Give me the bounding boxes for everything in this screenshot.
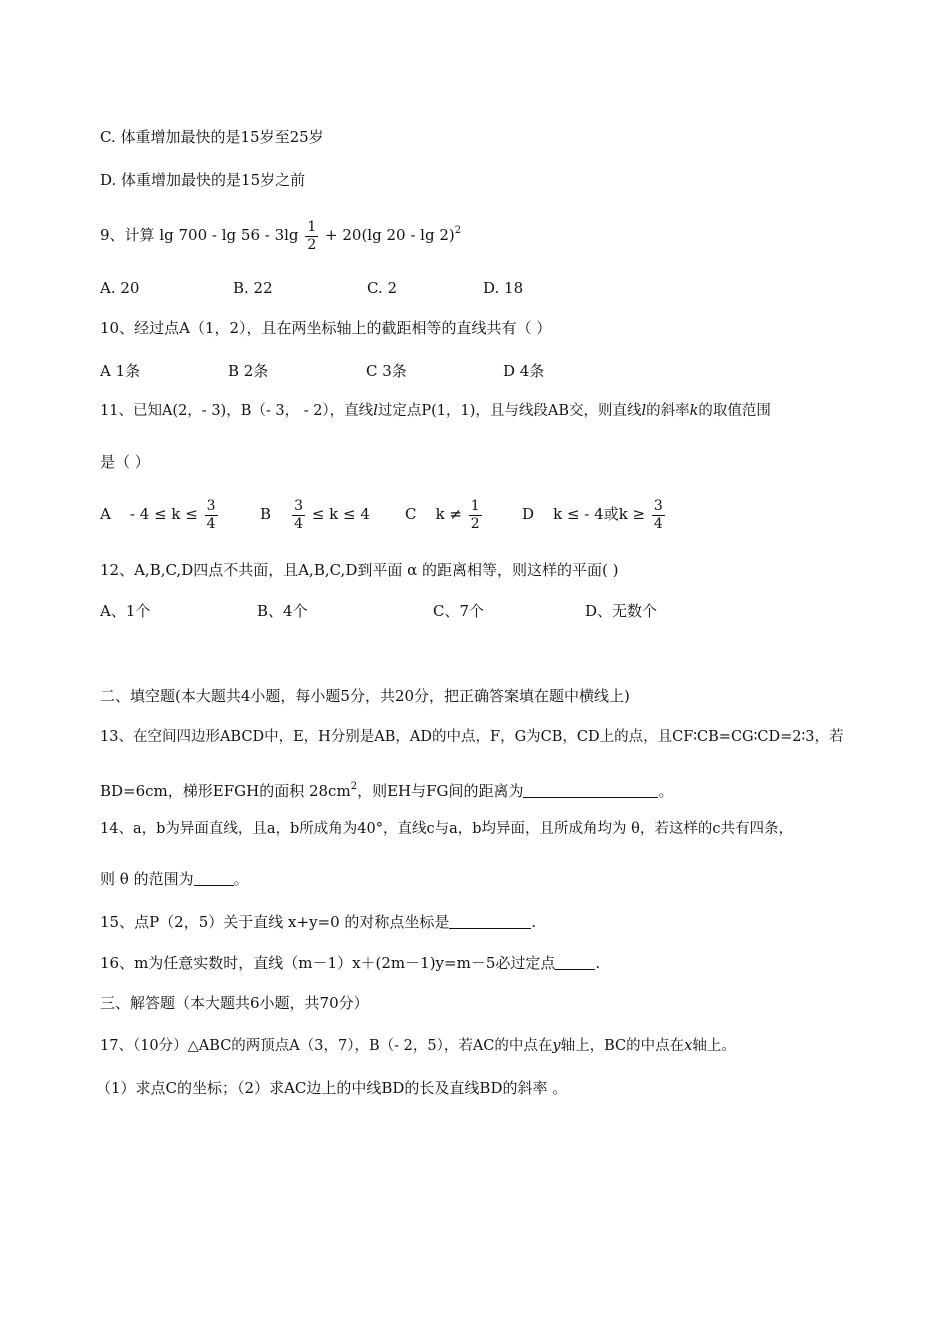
q17-line2: （1）求点C的坐标；（2）求AC边上的中线BD的长及直线BD的斜率 。 [96,1079,568,1097]
q8-option-c: C. 体重增加最快的是15岁至25岁 [100,128,324,146]
q13-line2 [100,777,674,801]
q13-question-text: ，则EH与FG间的距离为 [357,782,524,800]
q10-option-b: B 2条 [228,362,269,380]
q17-stem-part-b: 轴上，BC的中点在 [560,1038,685,1054]
q15-line [100,912,536,932]
q11-option-a-label: A [100,505,111,523]
q17-line1 [100,1036,736,1056]
q11-option-a-num: 3 [206,497,216,514]
q11-option-c-expr: k ≠ [435,505,462,523]
q11-option-c-den: 2 [470,515,480,532]
q8-option-d: D. 体重增加最快的是15岁之前 [100,171,306,189]
q11-line-l-2: l [641,403,647,419]
q11-option-b-label: B [260,505,272,523]
q16-end-punct: . [595,954,601,972]
q11-option-c [405,494,484,534]
q11-option-b-den: 4 [294,515,304,532]
q16-line [100,953,600,973]
q14-end-punct: 。 [233,870,249,888]
q15-answer-blank[interactable] [449,913,531,929]
q9-exponent: 2 [454,225,462,236]
q13-area-unit-exponent: 2 [350,781,358,792]
q14-line2 [100,869,249,889]
q11-stem-part-a: 11、已知A(2，- 3)，B（- 3， - 2），直线 [100,403,374,419]
q11-option-b-num: 3 [294,497,304,514]
q14-line1: 14、a，b为异面直线，且a，b所成角为40°，直线c与a，b均异面，且所成角均为 θ，若这样的c共有四条， [100,821,794,837]
q10-stem: 10、经过点A（1，2），且在两坐标轴上的截距相等的直线共有（ ） [100,319,552,337]
q12-option-b: B、4个 [257,602,308,620]
q14-question-text: 则 θ 的范围为 [100,870,194,888]
q11-option-d-or: 或 [603,505,619,523]
q11-slope-k: k [689,403,699,419]
q11-option-c-num: 1 [470,497,480,514]
q10-option-a: A 1条 [100,362,141,380]
q17-y-axis-var: y [552,1038,561,1054]
q9-frac-denominator: 2 [307,236,317,253]
q11-stem [100,401,771,421]
q11-option-d-num: 3 [653,497,663,514]
q9-frac-numerator: 1 [307,218,317,235]
q11-stem-part-b: 过定点P(1，1)，且与线段AB交，则直线 [377,403,642,419]
q12-option-a: A、1个 [100,602,151,620]
q11-option-d-expr2: k ≥ [618,505,646,523]
q11-option-c-fraction [469,498,482,533]
q14-answer-blank[interactable] [194,870,234,886]
q11-option-a-expr: - 4 ≤ k ≤ [129,505,198,523]
q13-area-text: BD=6cm，梯形EFGH的面积 28cm [100,782,351,800]
q9-expr-part1: lg 700 - lg 56 - 3lg [159,226,299,244]
section-2-heading: 二、填空题(本大题共4小题，每小题5分，共20分，把正确答案填在题中横线上) [100,687,630,705]
q17-x-axis-var: x [684,1038,693,1054]
q11-option-b-expr: ≤ k ≤ 4 [311,505,370,523]
q9-option-b: B. 22 [233,279,273,297]
q11-option-a-fraction [205,498,218,533]
q11-option-b-fraction [292,498,305,533]
q11-option-a-den: 4 [206,515,216,532]
q13-end-punct: 。 [658,782,674,800]
q13-line1: 13、在空间四边形ABCD中，E，H分别是AB，AD的中点，F，G为CB，CD上的点，且CF∶CB=CG∶CD=2∶3，若 [100,729,844,745]
q12-option-c: C、7个 [433,602,485,620]
q11-option-d [522,494,667,534]
q10-option-d: D 4条 [503,362,545,380]
section-3-heading: 三、解答题（本大题共6小题，共70分） [100,994,369,1012]
q10-option-c: C 3条 [366,362,407,380]
q11-option-d-den: 4 [653,515,663,532]
q12-option-d: D、无数个 [585,602,658,620]
q11-option-b [260,494,370,534]
q15-end-punct: . [531,913,537,931]
q9-option-c: C. 2 [367,279,398,297]
q12-stem: 12、A,B,C,D四点不共面，且A,B,C,D到平面 α 的距离相等，则这样的平面( ) [100,561,619,579]
q9-fraction [305,219,318,254]
q15-stem: 15、点P（2，5）关于直线 x+y=0 的对称点坐标是 [100,913,450,931]
q9-expr-part2: + 20(lg 20 - lg 2) [325,226,455,244]
q13-answer-blank[interactable] [523,782,658,798]
q17-stem-part-a: 17、（10分）△ABC的两顶点A（3，7），B（- 2，5），若AC的中点在 [100,1038,553,1054]
q11-stem-part-d: 的取值范围 [698,403,771,419]
q11-stem-line2: 是（ ） [100,453,150,471]
q16-answer-blank[interactable] [555,954,595,970]
q16-stem: 16、m为任意实数时，直线（m－1）x＋(2m－1)y=m－5必过定点 [100,954,556,972]
q11-option-d-fraction [652,498,665,533]
q17-stem-part-c: 轴上。 [692,1038,736,1054]
q11-stem-part-c: 的斜率 [646,403,690,419]
q11-option-d-expr1: k ≤ - 4 [553,505,604,523]
q9-option-d: D. 18 [483,279,524,297]
q11-line-l: l [373,403,378,419]
q11-option-d-label: D [522,505,535,523]
q9-prefix: 9、计算 [100,226,155,244]
q9-stem [100,214,461,254]
q9-option-a: A. 20 [100,279,140,297]
q11-option-a [100,494,220,534]
q11-option-c-label: C [405,505,417,523]
